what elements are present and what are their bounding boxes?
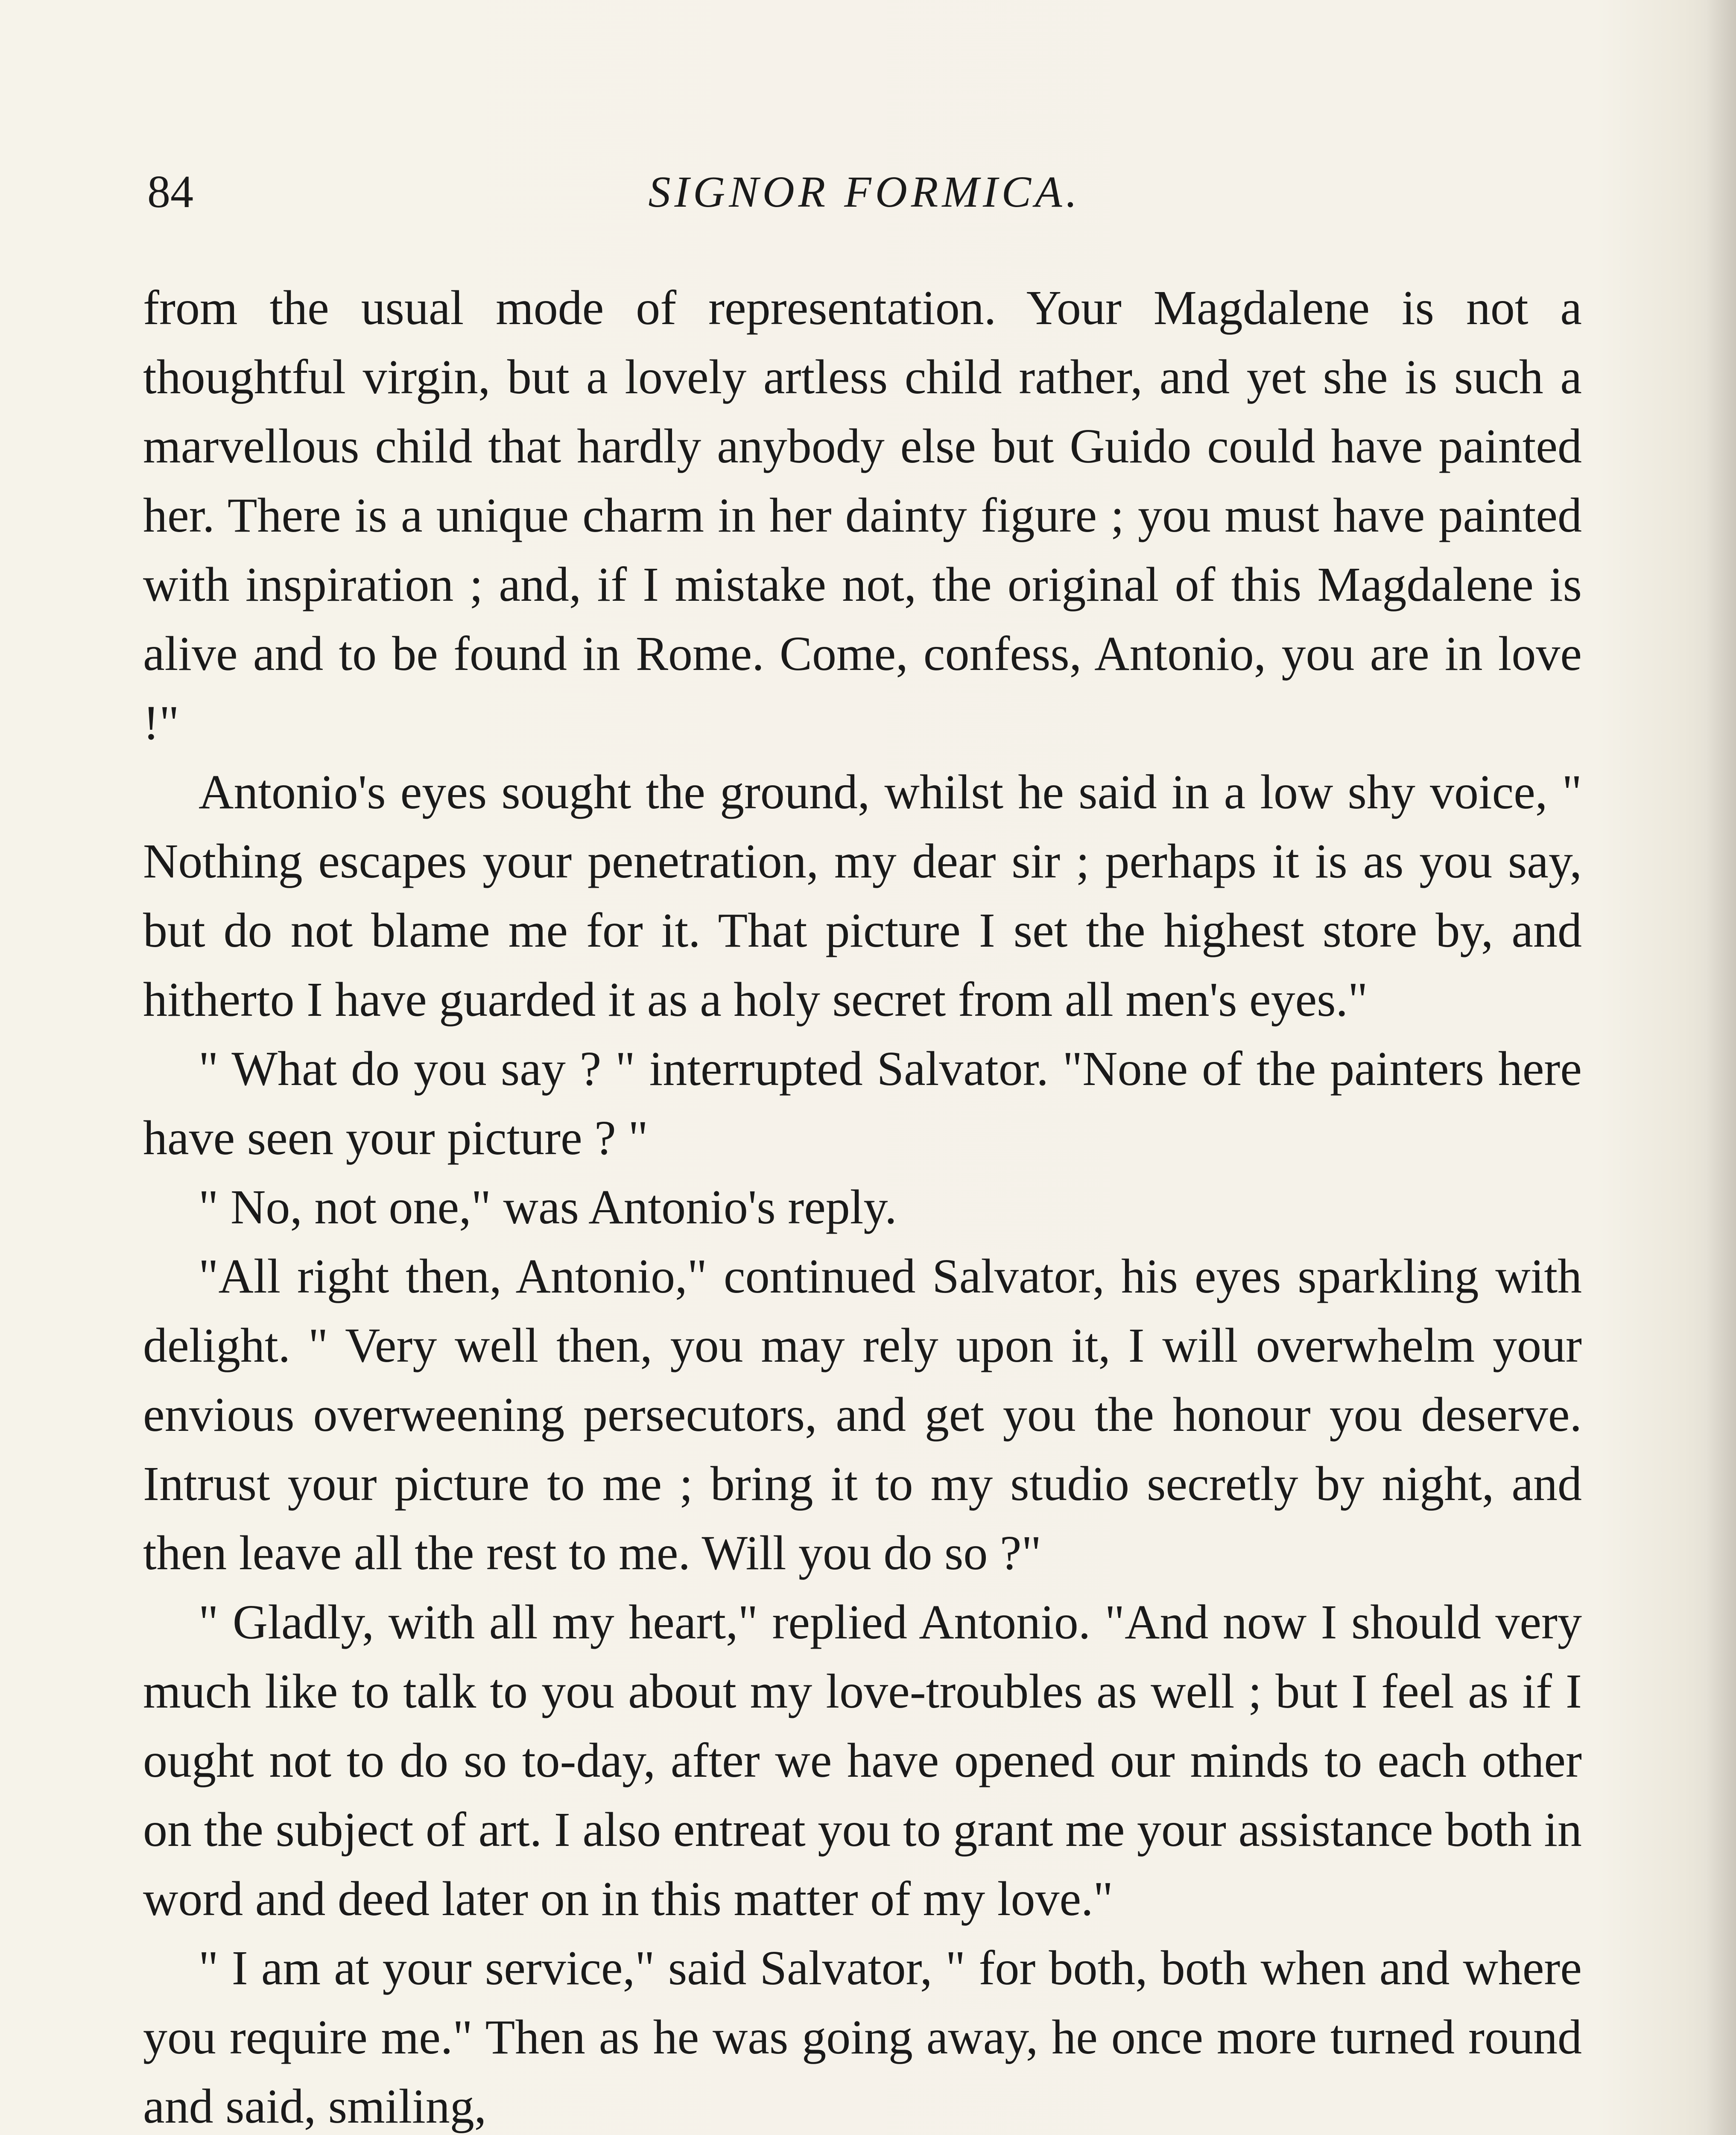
page-number: 84	[147, 167, 193, 217]
paragraph-4: " No, not one," was Antonio's reply.	[199, 1180, 897, 1234]
running-head	[147, 158, 1582, 226]
paragraph-7: " I am at your service," said Salvator, " for both, both when and where you require me." Then as he was going away, he once more turned round and said, smiling,	[143, 1941, 1582, 2133]
paragraph-1: from the usual mode of representation. Your Magdalene is not a thoughtful virgin, but a lovely artless child rather, and yet she is such a marvellous child that hardly anybody else but Guido could have painted her. There is a unique charm in her dainty figure ; you must have painted with inspiration ; and, if I mistake not, the original of this Magdalene is alive and to be found in Rome. Come, confess, Antonio, you are in love !"	[143, 281, 1582, 750]
paragraph-2: Antonio's eyes sought the ground, whilst he said in a low shy voice, " Nothing escapes your penetration, my dear sir ; perhaps it is as you say, but do not blame me for it. That picture I set the highest store by, and hitherto I have guarded it as a holy secret from all men's eyes."	[143, 765, 1582, 1027]
paragraph-5: "All right then, Antonio," continued Salvator, his eyes sparkling with delight. " Very well then, you may rely upon it, I will overwhelm your envious overweening persecutors, and get you the honour you deserve. Intrust your picture to me ; bring it to my studio secretly by night, and then leave all the rest to me. Will you do so ?"	[143, 1249, 1582, 1580]
running-title: SIGNOR FORMICA.	[648, 167, 1081, 216]
paragraph-3: " What do you say ? " interrupted Salvator. "None of the painters here have seen your picture ? "	[143, 1041, 1582, 1165]
body-text	[143, 273, 1582, 2135]
paragraph-6: " Gladly, with all my heart," replied Antonio. "And now I should very much like to talk to you about my love-troubles as well ; but I feel as if I ought not to do so to-day, after we have opened our minds to each other on the subject of art. I also entreat you to grant me your assistance both in word and deed later on in this matter of my love."	[143, 1595, 1582, 1926]
page-edge-shadow	[1706, 0, 1736, 2135]
